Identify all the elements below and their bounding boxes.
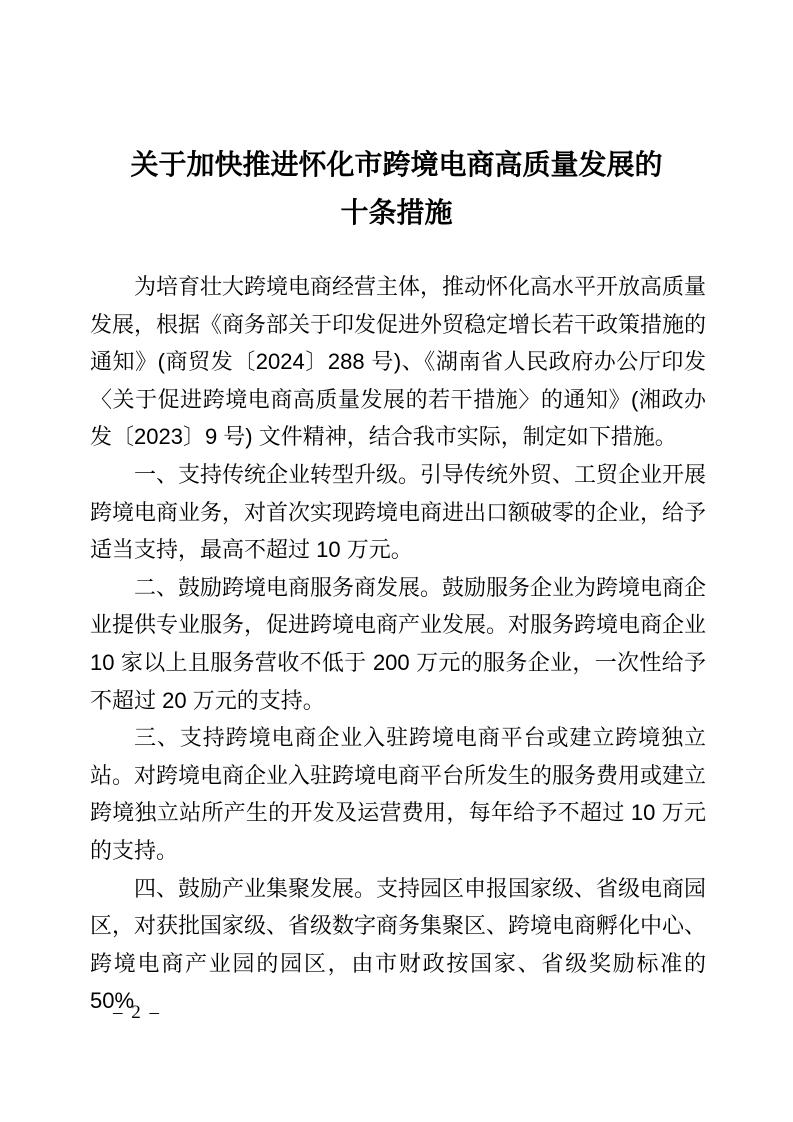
document-title-line-2: 十条措施	[340, 197, 453, 228]
page-number: – 2 –	[113, 1002, 161, 1023]
paragraph: 三、支持跨境电商企业入驻跨境电商平台或建立跨境独立站。对跨境电商企业入驻跨境电商平台所发生的服务费用或建立跨境独立站所产生的开发及运营费用，每年给予不超过 10 万元的支持。	[90, 725, 707, 863]
document-title	[0, 141, 793, 237]
document-body	[90, 268, 706, 1020]
document-title-line-1: 关于加快推进怀化市跨境电商高质量发展的	[130, 149, 663, 180]
paragraph: 四、鼓励产业集聚发展。支持园区申报国家级、省级电商园区，对获批国家级、省级数字商务集聚区、跨境电商孵化中心、跨境电商产业园的园区，由市财政按国家、省级奖励标准的 50%	[90, 875, 707, 1014]
paragraph: 一、支持传统企业转型升级。引导传统外贸、工贸企业开展跨境电商业务，对首次实现跨境电商进出口额破零的企业，给予适当支持，最高不超过 10 万元。	[90, 461, 707, 563]
paragraph: 二、鼓励跨境电商服务商发展。鼓励服务企业为跨境电商企业提供专业服务，促进跨境电商产业发展。对服务跨境电商企业 10 家以上且服务营收不低于 200 万元的服务企业，一次性给予不超过 20 万元的支持。	[90, 574, 707, 713]
paragraph: 为培育壮大跨境电商经营主体，推动怀化高水平开放高质量发展，根据《商务部关于印发促进外贸稳定增长若干政策措施的通知》(商贸发〔2024〕288 号)、《湖南省人民政府办公厅印发〈关于促进跨境电商高质量发展的若干措施〉的通知》(湘政办发〔2023〕9 号) 文件精神，结合我市实际，制定如下措施。	[90, 274, 707, 450]
